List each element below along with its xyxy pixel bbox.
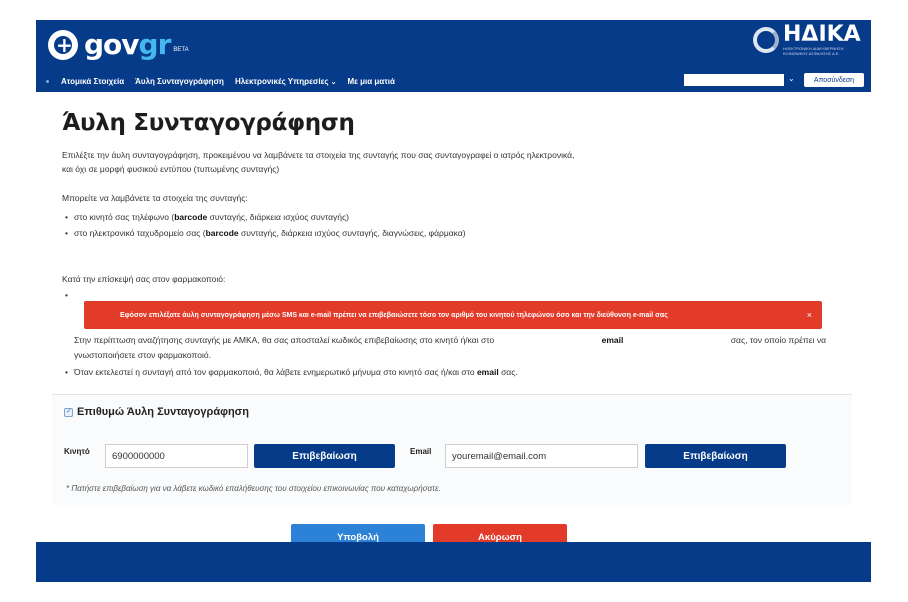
cancel-button[interactable]: Ακύρωση [433, 524, 567, 550]
alert-message: Εφόσον επιλέξατε άυλη συνταγογράφηση μέσω SMS και e-mail πρέπει να επιβεβαιώσετε τόσο τον αριθμό του κινητού τηλεφώνου όσο και την διεύθυνση e-mail σας [120, 311, 668, 319]
list-item: • στο κινητό σας τηλέφωνο (barcode συνταγής, διάρκεια ισχύος συνταγής) [74, 212, 349, 222]
intro-text-line-2: και όχι σε μορφή φυσικού εντύπου (τυπωμένης συνταγής) [62, 164, 280, 174]
email-label: Email [410, 447, 432, 456]
list-item: • Όταν εκτελεστεί η συνταγή από τον φαρμακοποιό, θα λάβετε ενημερωτικό μήνυμα στο κινητό σας ή/και στο email σας. [74, 367, 518, 377]
list-item-continuation: γνωστοποιήσετε στον φαρμακοποιό. [74, 350, 211, 360]
footer-bar [36, 542, 871, 582]
receive-heading: Μπορείτε να λαμβάνετε τα στοιχεία της συνταγής: [62, 193, 248, 203]
intro-text-line-1: Επιλέξτε την άυλη συνταγογράφηση, προκειμένου να λαμβάνετε τα στοιχεία της συνταγής που σας συνταγογραφεί ο ιατρός ηλεκτρονικά, [62, 150, 575, 160]
visit-heading: Κατά την επίσκεψή σας στον φαρμακοποιό: [62, 274, 226, 284]
nav-item-paperless-prescription[interactable]: Άυλη Συνταγογράφηση [135, 76, 224, 86]
beta-badge: BETA [173, 46, 189, 53]
list-item: • στο ηλεκτρονικό ταχυδρομείο σας (barcode συνταγής, διάρκεια ισχύος συνταγής, διαγνώσεις, φάρμακα) [74, 228, 466, 238]
govgr-wordmark: govgr [84, 28, 171, 61]
browser-viewport [36, 20, 871, 582]
paperless-form-section [52, 395, 852, 505]
confirmation-hint: * Πατήστε επιβεβαίωση για να λάβετε κωδικό επαλήθευσης του στοιχείου επικοινωνίας που καταχωρήσατε. [66, 484, 441, 493]
chevron-down-icon[interactable]: ⌄ [788, 74, 795, 83]
close-icon[interactable]: × [806, 310, 812, 320]
mobile-label: Κινητό [64, 447, 90, 456]
idika-logo[interactable] [753, 24, 861, 56]
nav-dot-icon [46, 80, 49, 83]
main-nav [36, 70, 871, 92]
paperless-checkbox-row[interactable] [64, 406, 249, 418]
email-field[interactable]: youremail@email.com [445, 444, 638, 468]
idika-emblem-icon [753, 27, 779, 53]
nav-item-e-services[interactable]: Ηλεκτρονικές Υπηρεσίες ⌄ [234, 76, 337, 86]
submit-button[interactable]: Υποβολή [291, 524, 425, 550]
page-title: Άυλη Συνταγογράφηση [62, 110, 355, 136]
checkbox-label: Επιθυμώ Άυλη Συνταγογράφηση [77, 406, 249, 418]
checkbox-checked-icon[interactable] [64, 408, 73, 417]
header-bar [36, 20, 871, 70]
chevron-down-icon: ⌄ [330, 78, 337, 86]
confirm-mobile-button[interactable]: Επιβεβαίωση [254, 444, 395, 468]
idika-subtitle: ΗΛΕΚΤΡΟΝΙΚΗ ΔΙΑΚΥΒΕΡΝΗΣΗ ΚΟΙΝΩΝΙΚΗΣ ΑΣΦΑΛΙΣΗΣ Α.Ε. [783, 46, 844, 56]
confirm-email-button[interactable]: Επιβεβαίωση [645, 444, 786, 468]
nav-item-personal-info[interactable]: Ατομικά Στοιχεία [61, 76, 125, 86]
govgr-emblem-icon [48, 30, 78, 60]
user-select-field[interactable] [684, 74, 784, 86]
mobile-field[interactable]: 6900000000 [105, 444, 248, 468]
alert-banner [84, 301, 822, 329]
main-content [36, 92, 871, 542]
idika-name: ΗΔΙΚΑ [783, 22, 861, 47]
logout-button[interactable]: Αποσύνδεση [804, 73, 864, 87]
nav-item-at-a-glance[interactable]: Με μια ματιά [347, 76, 395, 86]
govgr-logo[interactable] [48, 28, 189, 61]
list-item: Στην περίπτωση αναζήτησης συνταγής με ΑΜΚΑ, θα σας αποσταλεί κωδικός επιβεβαίωσης στο κινητό ή/και στο email σας, τον οποίο πρέπει να [74, 335, 826, 345]
